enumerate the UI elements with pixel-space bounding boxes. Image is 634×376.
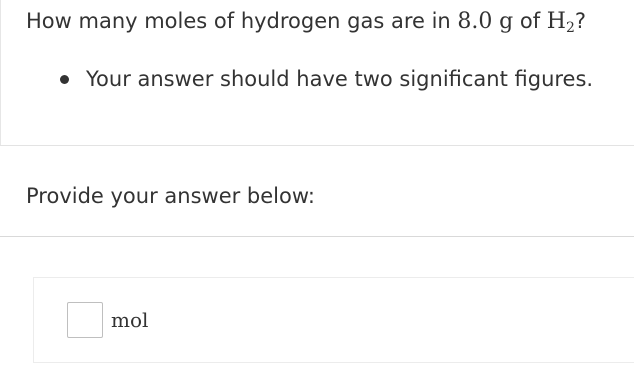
answer-card xyxy=(33,277,634,363)
mass-unit: g xyxy=(499,9,514,34)
instruction-text: Your answer should have two significant figures. xyxy=(86,67,594,91)
question-prefix: How many moles of hydrogen gas are in xyxy=(26,9,458,33)
formula-subscript: 2 xyxy=(565,20,575,36)
unit-label: mol xyxy=(111,308,149,332)
answer-prompt: Provide your answer below: xyxy=(26,184,315,208)
chemical-formula xyxy=(547,9,575,34)
section-divider xyxy=(0,145,634,146)
question-suffix: ? xyxy=(574,9,587,33)
instruction-bullet xyxy=(60,65,593,93)
question-text xyxy=(26,7,586,36)
bullet-dot-icon xyxy=(60,75,69,84)
formula-base: H xyxy=(546,9,566,34)
question-of-text: of xyxy=(513,9,547,33)
mass-value: 8.0 xyxy=(457,9,493,34)
answer-input[interactable] xyxy=(67,302,103,338)
left-border-rule xyxy=(0,0,1,146)
answer-divider xyxy=(0,236,634,237)
